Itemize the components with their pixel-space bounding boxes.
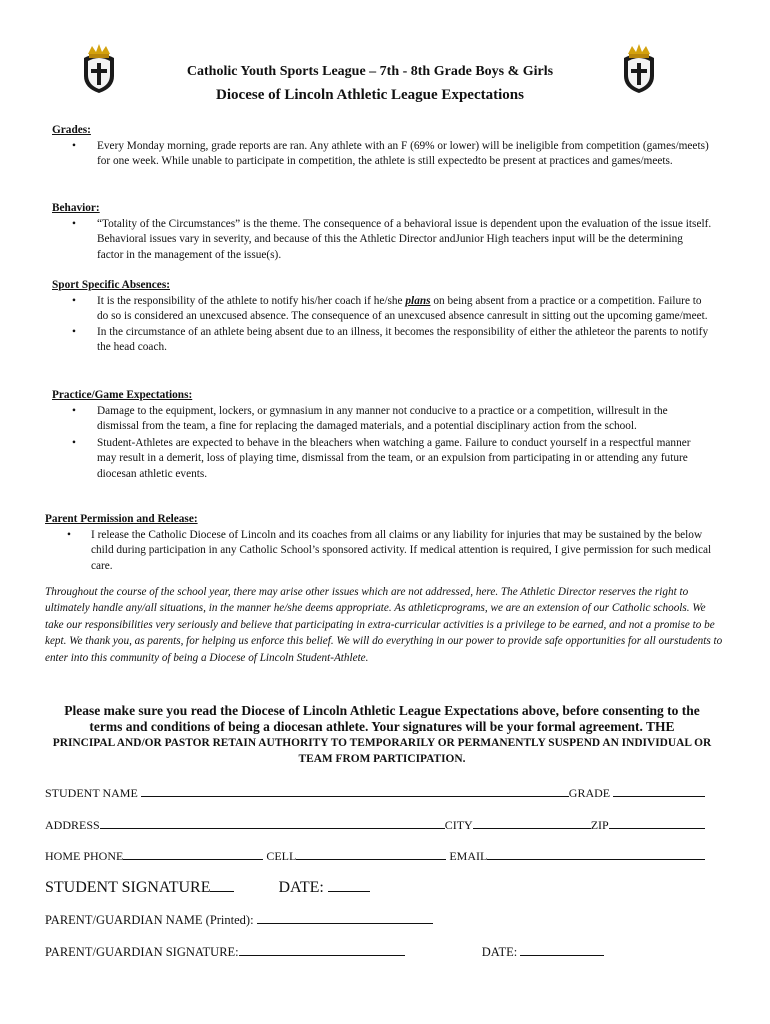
parent-name-row [45,911,433,928]
grades-heading: Grades: [52,124,91,136]
parent-signature-row [45,943,604,960]
address-field[interactable] [100,816,445,829]
phone-row [45,847,705,864]
document-title: Catholic Youth Sports League – 7th - 8th Grade Boys & Girls [186,64,554,79]
zip-field[interactable] [609,816,705,829]
consent-statement [52,703,712,767]
cell-field[interactable] [296,847,446,860]
parent-date-label: DATE: [481,945,518,959]
home-phone-field[interactable] [123,847,263,860]
email-field[interactable] [487,847,705,860]
parent-name-label: PARENT/GUARDIAN NAME (Printed): [45,913,254,927]
address-row [45,816,705,833]
grade-label: GRADE [568,786,611,800]
list-item [52,294,712,325]
absences-section [52,278,712,356]
document-subtitle: Diocese of Lincoln Athletic League Expectations [216,87,524,103]
grades-section [52,123,712,170]
parent-signature-field[interactable] [239,943,405,956]
city-label: CITY [444,818,473,832]
absences-heading: Sport Specific Absences: [52,279,170,291]
consent-main: Please make sure you read the Diocese of Lincoln Athletic League Expectations above, before consenting to the terms and conditions of being a diocesan athlete. Your signatures will be your formal agreement. THE [64,703,700,734]
student-signature-row [45,876,370,897]
consent-caps: PRINCIPAL AND/OR PASTOR RETAIN AUTHORITY TO TEMPORARILY OR PERMANENTLY SUSPEND AN INDIVIDUAL OR TEAM FROM PARTICIPATION. [52,737,712,765]
practice-heading: Practice/Game Expectations: [52,389,193,401]
student-date-field[interactable] [328,876,370,892]
grade-field[interactable] [613,784,705,797]
list-item: • “Totality of the Circumstances” is the theme. The consequence of a behavioral issue is dependent upon the evaluation of the issue itself. Behavioral issues vary in severity, and because of this the Athletic Director andJunior High teachers input will be the determining factor in the management of the issue(s). [52,217,712,264]
student-name-label: STUDENT NAME [45,786,138,800]
permission-heading: Parent Permission and Release: [45,513,198,525]
student-signature-field[interactable] [210,876,234,892]
address-label: ADDRESS [45,818,100,832]
student-name-row [45,784,705,801]
absence-text-start: It is the responsibility of the athlete to notify his/her coach if he/she [97,294,406,307]
cell-label: CELL [266,849,297,863]
city-field[interactable] [473,816,591,829]
list-item: • In the circumstance of an athlete being absent due to an illness, it becomes the responsibility of either the athleteor the parents to notify the head coach. [52,325,712,356]
parent-name-field[interactable] [257,911,433,924]
zip-label: ZIP [590,818,609,832]
list-item: • Damage to the equipment, lockers, or gymnasium in any manner not conducive to a practice or a competition, willresult in the dismissal from the team, a fine for replacing the damaged materials, and a potential disciplinary action from the school. [52,404,712,435]
behavior-section [52,201,712,263]
email-label: EMAIL [449,849,488,863]
behavior-heading: Behavior: [52,202,100,214]
student-signature-label: STUDENT SIGNATURE [45,879,211,896]
practice-section [52,388,712,482]
student-name-field[interactable] [141,784,569,797]
parent-signature-label: PARENT/GUARDIAN SIGNATURE: [45,945,239,959]
absence-text-end: on being absent from a practice or a competition. Failure to do so is considered an unexcused absence. The consequence of an unexcused absence canresult in sitting out the upcoming game/meet. [97,294,708,322]
list-item: • Every Monday morning, grade reports are ran. Any athlete with an F (69% or lower) will be ineligible from competition (games/meets) for one week. While unable to participate in competition, the athlete is still expectedto be present at practices and games/meets. [52,139,712,170]
list-item: • I release the Catholic Diocese of Lincoln and its coaches from all claims or any liability for injuries that may be sustained by the below child during participation in any Catholic School’s sponsored activity. If medical attention is required, I give permission for such medical care. [45,528,725,575]
list-item: • Student-Athletes are expected to behave in the bleachers when watching a game. Failure to conduct yourself in a respectful manner may result in a demerit, loss of playing time, dismissal from the team, or an expulsion from participating in or attending any future diocesan athletic events. [52,436,712,483]
parent-date-field[interactable] [520,943,604,956]
student-date-label: DATE: [278,879,324,896]
home-phone-label: HOME PHONE [45,849,124,863]
plans-emphasis: plans [405,294,431,307]
closing-note: Throughout the course of the school year, there may arise other issues which are not addressed, here. The Athletic Director reserves the right to ultimately handle any/all situations, in the manner he/she deems appropriate. As athleticprograms, we are an extension of our Catholic schools. We take our responsibilities very seriously and believe that participating in extra-curricular activities is a privilege to be earned, and not a promise to be kept. We thank you, as parents, for helping us enforce this belief. We will do everything in our power to provide safe opportunities for all ourstudents to enter into this community of being a Diocese of Lincoln Student-Athlete. [45,586,723,664]
permission-section [45,512,725,574]
